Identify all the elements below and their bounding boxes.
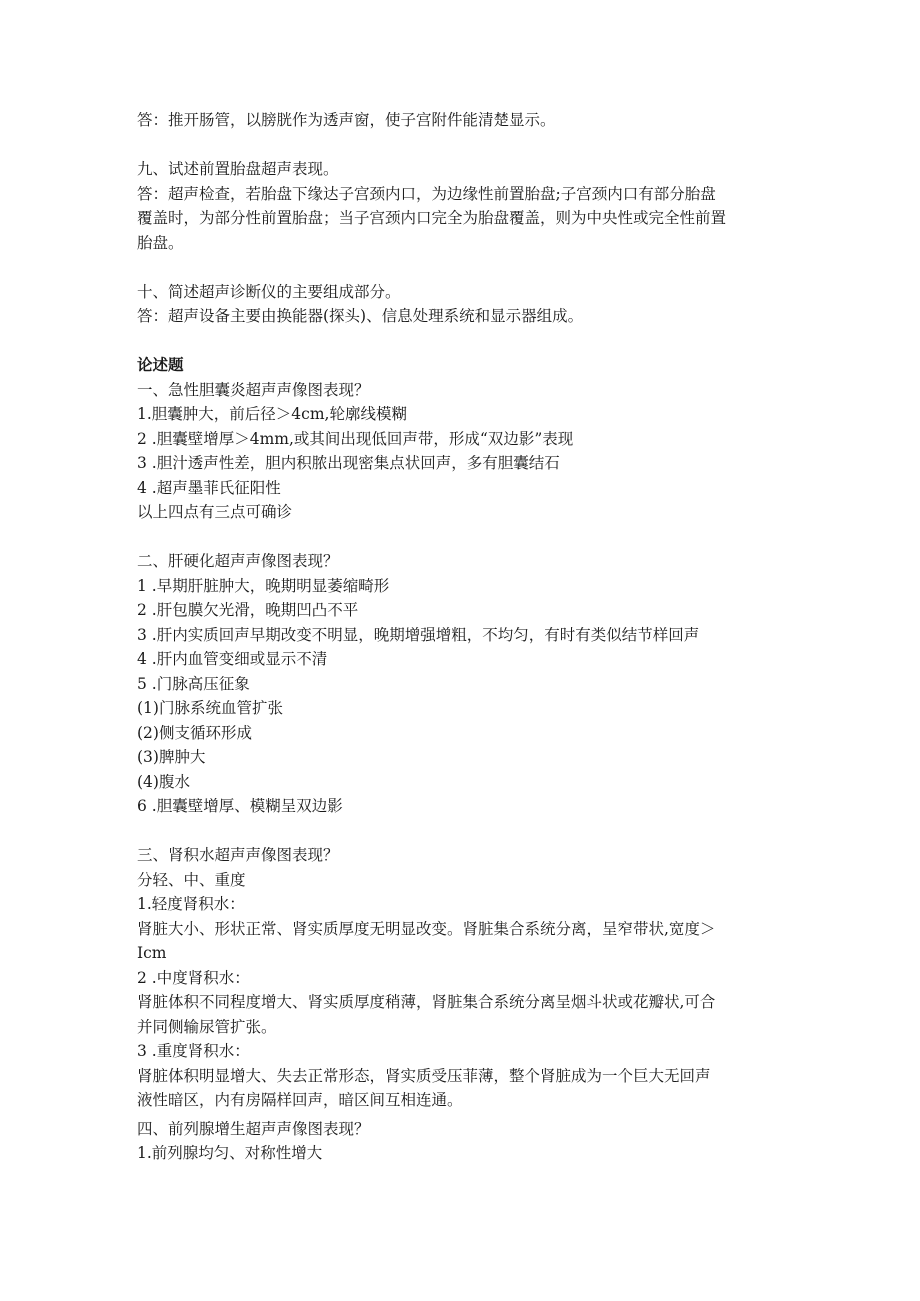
essay-3-severe-label: 3 .重度肾积水： [137,1042,250,1060]
essay-2-item: 2 .肝包膜欠光滑，晚期凹凸不平 [137,601,359,619]
spacer [137,133,777,158]
spacer [137,255,777,280]
spacer [137,329,777,354]
essay-1-item: 4 .超声墨菲氏征阳性 [137,478,281,497]
essay-2-item: 1 .早期肝脏肿大，晚期明显萎缩畸形 [137,576,390,595]
essay-4-item: 1.前列腺均匀、对称性增大 [137,1144,323,1162]
essay-section-heading: 论述题 [137,355,184,374]
essay-1-question: 一、急性胆囊炎超声声像图表现？ [137,380,370,399]
answer-line: 答：推开肠管，以膀胱作为透声窗，使子宫附件能清楚显示。 [137,111,556,129]
essay-2-subitem: (4)腹水 [137,772,190,791]
document-page [137,108,777,1166]
essay-2-item: 5 .门脉高压征象 [137,674,250,693]
essay-2-subitem: (3)脾肿大 [137,748,206,766]
essay-1-item: 2 .胆囊壁增厚＞4mm,或其间出现低回声带，形成“双边影”表现 [137,429,574,448]
essay-3-intro: 分轻、中、重度 [137,870,246,889]
spacer [137,819,777,844]
essay-3-mild-text: 肾脏大小、形状正常、肾实质厚度无明显改变。肾脏集合系统分离，呈窄带状,宽度＞ [137,919,716,938]
essay-2-subitem: (1)门脉系统血管扩张 [137,699,283,717]
spacer [137,525,777,550]
essay-2-item: 4 .肝内血管变细或显示不清 [137,650,328,668]
essay-1-conclusion: 以上四点有三点可确诊 [137,503,293,521]
question-9: 九、试述前置胎盘超声表现。 [137,160,339,178]
essay-3-question: 三、肾积水超声声像图表现？ [137,846,339,864]
essay-2-item: 3 .肝内实质回声早期改变不明显，晚期增强增粗，不均匀，有时有类似结节样回声 [137,625,700,644]
essay-2-subitem: (2)侧支循环形成 [137,723,252,742]
essay-3-moderate-text: 并同侧输尿管扩张。 [137,1017,277,1036]
essay-3-moderate-label: 2 .中度肾积水： [137,968,250,987]
essay-1-item: 3 .胆汁透声性差，胆内积脓出现密集点状回声，多有胆囊结石 [137,454,560,472]
essay-3-mild-text: Icm [137,944,167,962]
answer-9-line-3: 胎盘。 [137,233,184,252]
answer-10: 答：超声设备主要由换能器(探头)、信息处理系统和显示器组成。 [137,307,584,325]
answer-9-line-2: 覆盖时，为部分性前置胎盘；当子宫颈内口完全为胎盘覆盖，则为中央性或完全性前置 [137,209,727,227]
essay-2-question: 二、肝硬化超声声像图表现？ [137,552,339,570]
essay-1-item: 1.胆囊肿大，前后径＞4cm,轮廓线模糊 [137,405,407,423]
answer-9-line-1: 答：超声检查，若胎盘下缘达子宫颈内口，为边缘性前置胎盘;子宫颈内口有部分胎盘 [137,184,716,203]
essay-4-question: 四、前列腺增生超声声像图表现？ [137,1119,370,1138]
essay-3-severe-text: 肾脏体积明显增大、失去正常形态，肾实质受压菲薄，整个肾脏成为一个巨大无回声 [137,1066,711,1085]
essay-3-moderate-text: 肾脏体积不同程度增大、肾实质厚度稍薄，肾脏集合系统分离呈烟斗状或花瓣状,可合 [137,993,716,1011]
essay-2-item: 6 .胆囊壁增厚、模糊呈双边影 [137,797,343,815]
essay-3-mild-label: 1.轻度肾积水： [137,895,245,913]
question-10: 十、简述超声诊断仪的主要组成部分。 [137,282,401,301]
essay-3-severe-text: 液性暗区，内有房隔样回声，暗区间互相连通。 [137,1091,463,1109]
